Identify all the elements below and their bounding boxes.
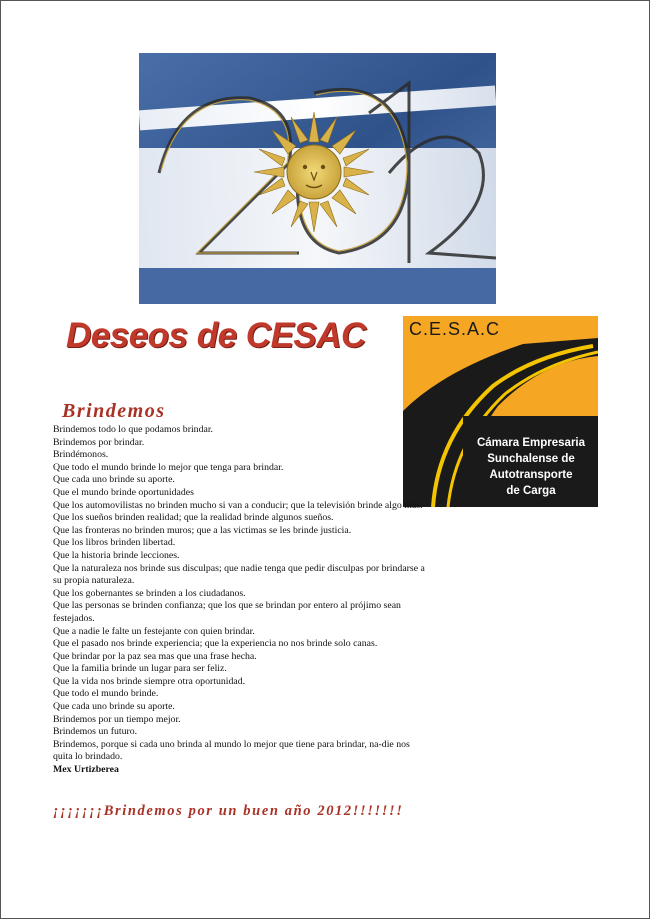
poem-line: Que todo el mundo brinde lo mejor que tenga para brindar. <box>53 461 284 473</box>
poem-line: Que el mundo brinde oportunidades <box>53 486 194 498</box>
poem-line: Que la historia brinde lecciones. <box>53 549 180 561</box>
poem-line: Que todo el mundo brinde. <box>53 688 159 700</box>
poem-line: Que la naturaleza nos brinde sus disculpas; que nadie tenga que pedir disculpas por brindarse a su propia naturaleza. <box>53 562 425 587</box>
poem-line: Que los gobernantes se brinden a los ciudadanos. <box>53 587 246 599</box>
logo-acronym: C.E.S.A.C <box>409 319 501 339</box>
poem-line: Brindemos por un tiempo mejor. <box>53 713 181 725</box>
poem-line: Brindemos un futuro. <box>53 726 138 738</box>
poem-line: Que las fronteras no brinden muros; que a las victimas se les brinde justicia. <box>53 524 352 536</box>
logo-subtitle-line: Cámara Empresaria <box>476 437 586 449</box>
poem-title: Brindemos <box>62 400 166 422</box>
poem-line: Que cada uno brinde su aporte. <box>53 474 175 486</box>
poem-line: Que las personas se brinden confianza; que los que se brindan por entero al prójimo sean festejados. <box>53 600 401 624</box>
poem-line: Que el pasado nos brinde experiencia; que la experiencia no nos brinde solo canas. <box>53 638 378 650</box>
poem-line: Que la familia brinde un lugar para ser feliz. <box>53 663 227 675</box>
poem-line: Que cada uno brinde su aporte. <box>53 701 175 713</box>
poem-line: Brindemos todo lo que podamos brindar. <box>53 424 213 435</box>
poem-author: Mex Urtizberea <box>53 764 119 776</box>
argentina-flag-banner <box>139 53 496 304</box>
logo-subtitle-line: de Carga <box>506 485 556 497</box>
poem-body <box>53 424 428 777</box>
poem-line: Que los automovilistas no brinden mucho si van a conducir; que la televisión brinde algo mas. <box>53 499 423 511</box>
poem-line: Brindemos por brindar. <box>53 436 145 448</box>
poem-line: Que brindar por la paz sea mas que una frase hecha. <box>53 650 257 662</box>
logo-subtitle-line: Autotransporte <box>489 469 573 481</box>
poem-line: Que a nadie le falte un festejante con quien brindar. <box>53 625 255 637</box>
page-heading: Deseos de CESAC <box>66 316 366 355</box>
poem-line: Brindémonos. <box>53 449 109 461</box>
logo-subtitle <box>472 435 590 499</box>
poem-line: Brindemos, porque si cada uno brinda al mundo lo mejor que tiene para brindar, na-die nos quita lo brindado. <box>53 738 410 763</box>
argentina-flag-sun-icon <box>139 53 496 304</box>
poem-line: Que los sueños brinden realidad; que la realidad brinde algunos sueños. <box>53 512 334 524</box>
poem-line: Que la vida nos brinde siempre otra oportunidad. <box>53 675 246 687</box>
closing-toast: ¡¡¡¡¡¡¡Brindemos por un buen año 2012!!!!!!! <box>53 803 404 819</box>
logo-subtitle-line: Sunchalense de <box>487 453 575 465</box>
poem-line: Que los libros brinden libertad. <box>53 537 176 549</box>
